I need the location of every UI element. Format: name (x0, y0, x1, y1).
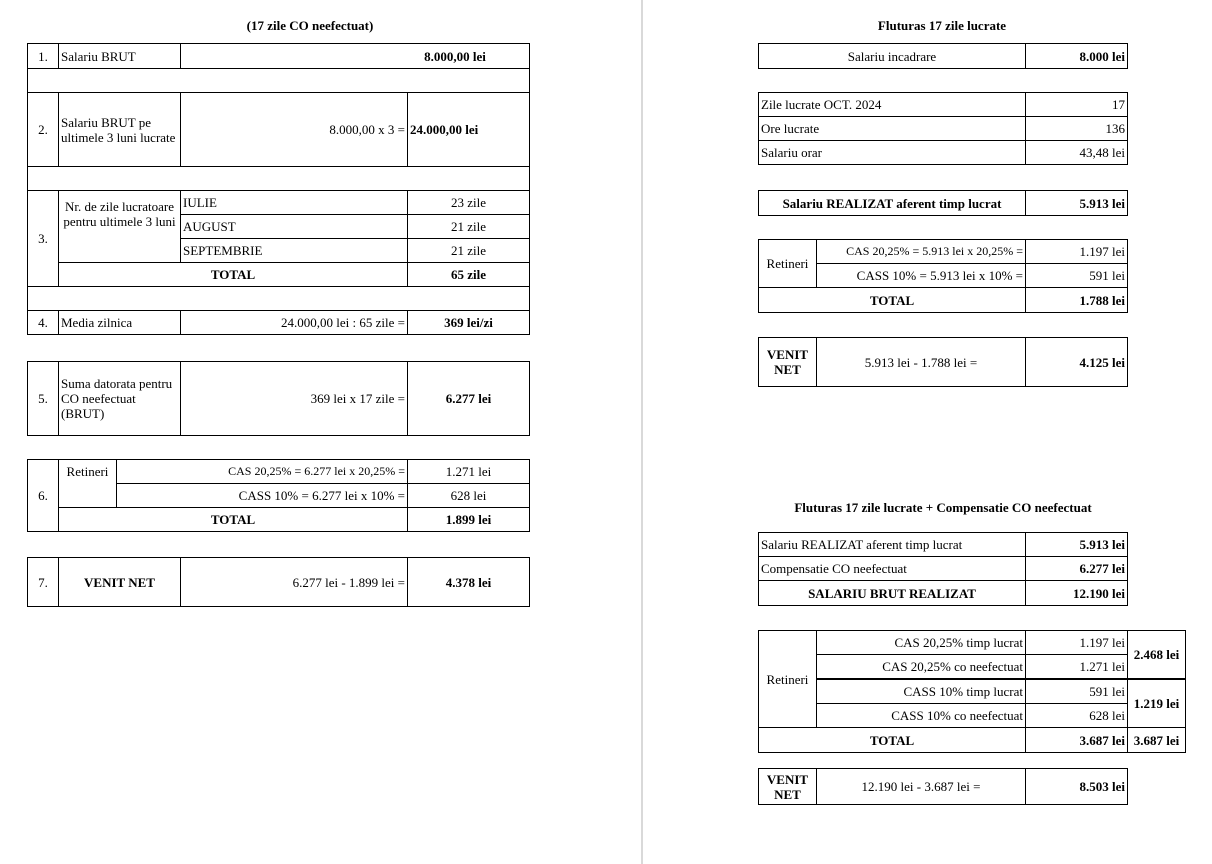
brut-row-label: Salariu REALIZAT aferent timp lucrat (759, 533, 1026, 557)
row-cas (28, 460, 530, 484)
row-value: 6.277 lei (408, 362, 530, 436)
row-label: Salariu BRUT pe ultimele 3 luni lucrate (59, 93, 181, 167)
retineri-label: Retineri (59, 460, 117, 508)
total-value: 3.687 lei (1026, 728, 1128, 753)
page-divider (641, 0, 643, 864)
month-name: IULIE (181, 191, 408, 215)
cas-sum: 2.468 lei (1128, 631, 1186, 679)
row-label: VENIT NET (59, 558, 181, 607)
brut-row-value: 6.277 lei (1026, 557, 1128, 581)
row-cas-co (759, 655, 1186, 679)
row-number: 5. (28, 362, 59, 436)
right-title-2: Fluturas 17 zile lucrate + Compensatie CO neefectuat (794, 500, 1092, 515)
retinere-label: CASS 10% co neefectuat (817, 704, 1026, 728)
retinere-label: CAS 20,25% co neefectuat (817, 655, 1026, 679)
total-label: TOTAL (59, 263, 408, 287)
row-value: 4.378 lei (408, 558, 530, 607)
row-label: Salariu BRUT (59, 44, 181, 69)
retineri-label: Retineri (759, 631, 817, 728)
salariu-incadrare-label: Salariu incadrare (759, 44, 1026, 69)
row-suma-co (28, 362, 530, 436)
row-number: 4. (28, 311, 59, 335)
row-brut-total (759, 581, 1128, 606)
row-value: 8.000,00 lei (181, 44, 530, 69)
right-title-1: Fluturas 17 zile lucrate (877, 18, 1007, 33)
row-realizat-timp-lucrat (759, 533, 1128, 557)
row-retineri-total (759, 728, 1186, 753)
left-calc-table (27, 43, 530, 335)
total-value: 1.788 lei (1026, 288, 1128, 313)
total-label: TOTAL (59, 508, 408, 532)
info-value: 17 (1026, 93, 1128, 117)
row-salariu-realizat (759, 191, 1128, 216)
brut-row-label: Compensatie CO neefectuat (759, 557, 1026, 581)
retineri-co-table (27, 459, 530, 532)
retinere-label: CASS 10% timp lucrat (817, 679, 1026, 704)
retinere-value: 1.271 lei (1026, 655, 1128, 679)
row-cas (759, 240, 1128, 264)
zile-info-table (758, 92, 1128, 165)
month-days: 21 zile (408, 215, 530, 239)
venit-net-label: VENIT NET (759, 769, 817, 805)
venit-net-formula: 12.190 lei - 3.687 lei = (817, 769, 1026, 805)
row-cass-co (759, 704, 1186, 728)
row-formula: 6.277 lei - 1.899 lei = (181, 558, 408, 607)
cass-formula: CASS 10% = 6.277 lei x 10% = (117, 484, 408, 508)
retinere-value: 628 lei (1026, 704, 1128, 728)
row-formula: 8.000,00 x 3 = (181, 93, 408, 167)
brut-row-value: 5.913 lei (1026, 533, 1128, 557)
total-label: TOTAL (759, 288, 1026, 313)
cas-formula: CAS 20,25% = 6.277 lei x 20,25% = (117, 460, 408, 484)
info-value: 43,48 lei (1026, 141, 1128, 165)
row-formula: 369 lei x 17 zile = (181, 362, 408, 436)
realizat-label: Salariu REALIZAT aferent timp lucrat (759, 191, 1026, 216)
realizat-value: 5.913 lei (1026, 191, 1128, 216)
month-name: SEPTEMBRIE (181, 239, 408, 263)
row-cas-timp-lucrat (759, 631, 1186, 655)
salariu-incadrare-table (758, 43, 1128, 69)
row-cass-timp-lucrat (759, 679, 1186, 704)
cass-sum: 1.219 lei (1128, 679, 1186, 728)
cas-value: 1.271 lei (408, 460, 530, 484)
total-label: TOTAL (759, 728, 1026, 753)
retineri-total-table (758, 630, 1186, 753)
row-brut-3-luni (28, 93, 530, 167)
row-zile-total (28, 263, 530, 287)
total-sum: 3.687 lei (1128, 728, 1186, 753)
row-zile-lucrate (759, 93, 1128, 117)
row-number: 6. (28, 460, 59, 532)
row-month-1 (28, 191, 530, 215)
row-retineri-total (28, 508, 530, 532)
venit-net-value: 8.503 lei (1026, 769, 1128, 805)
venit-net-label: VENIT NET (759, 338, 817, 387)
suma-co-table (27, 361, 530, 436)
row-compensatie-co (759, 557, 1128, 581)
total-value: 1.899 lei (408, 508, 530, 532)
cass-formula: CASS 10% = 5.913 lei x 10% = (817, 264, 1026, 288)
retineri-lucrate-table (758, 239, 1128, 313)
row-salariu-brut (28, 44, 530, 69)
info-value: 136 (1026, 117, 1128, 141)
venit-net-co-table (27, 557, 530, 607)
cas-formula: CAS 20,25% = 5.913 lei x 20,25% = (817, 240, 1026, 264)
row-label: Nr. de zile lucratoare pentru ultimele 3 luni (59, 191, 181, 263)
row-number: 2. (28, 93, 59, 167)
month-days: 21 zile (408, 239, 530, 263)
spacer-row (28, 69, 530, 93)
venit-net-total-table (758, 768, 1128, 805)
brut-realizat-table (758, 532, 1128, 606)
info-label: Zile lucrate OCT. 2024 (759, 93, 1026, 117)
row-venit-net (759, 769, 1128, 805)
brut-total-label: SALARIU BRUT REALIZAT (759, 581, 1026, 606)
spacer-row (28, 287, 530, 311)
retineri-label: Retineri (759, 240, 817, 288)
row-number: 3. (28, 191, 59, 287)
retinere-value: 591 lei (1026, 679, 1128, 704)
row-salariu-incadrare (759, 44, 1128, 69)
retinere-label: CAS 20,25% timp lucrat (817, 631, 1026, 655)
salariu-incadrare-value: 8.000 lei (1026, 44, 1128, 69)
row-venit-net (759, 338, 1128, 387)
info-label: Ore lucrate (759, 117, 1026, 141)
cas-value: 1.197 lei (1026, 240, 1128, 264)
row-value: 369 lei/zi (408, 311, 530, 335)
month-days: 23 zile (408, 191, 530, 215)
info-label: Salariu orar (759, 141, 1026, 165)
month-name: AUGUST (181, 215, 408, 239)
row-venit-net (28, 558, 530, 607)
venit-net-lucrate-table (758, 337, 1128, 387)
salariu-realizat-table (758, 190, 1128, 216)
row-ore-lucrate (759, 117, 1128, 141)
row-label: Suma datorata pentru CO neefectuat (BRUT) (59, 362, 181, 436)
venit-net-formula: 5.913 lei - 1.788 lei = (817, 338, 1026, 387)
row-number: 7. (28, 558, 59, 607)
row-value: 24.000,00 lei (408, 93, 530, 167)
total-value: 65 zile (408, 263, 530, 287)
row-salariu-orar (759, 141, 1128, 165)
row-label: Media zilnica (59, 311, 181, 335)
spacer-row (28, 167, 530, 191)
row-media-zilnica (28, 311, 530, 335)
row-formula: 24.000,00 lei : 65 zile = (181, 311, 408, 335)
brut-total-value: 12.190 lei (1026, 581, 1128, 606)
cass-value: 591 lei (1026, 264, 1128, 288)
retinere-value: 1.197 lei (1026, 631, 1128, 655)
row-number: 1. (28, 44, 59, 69)
venit-net-value: 4.125 lei (1026, 338, 1128, 387)
cass-value: 628 lei (408, 484, 530, 508)
row-retineri-total (759, 288, 1128, 313)
left-title: (17 zile CO neefectuat) (246, 18, 374, 33)
